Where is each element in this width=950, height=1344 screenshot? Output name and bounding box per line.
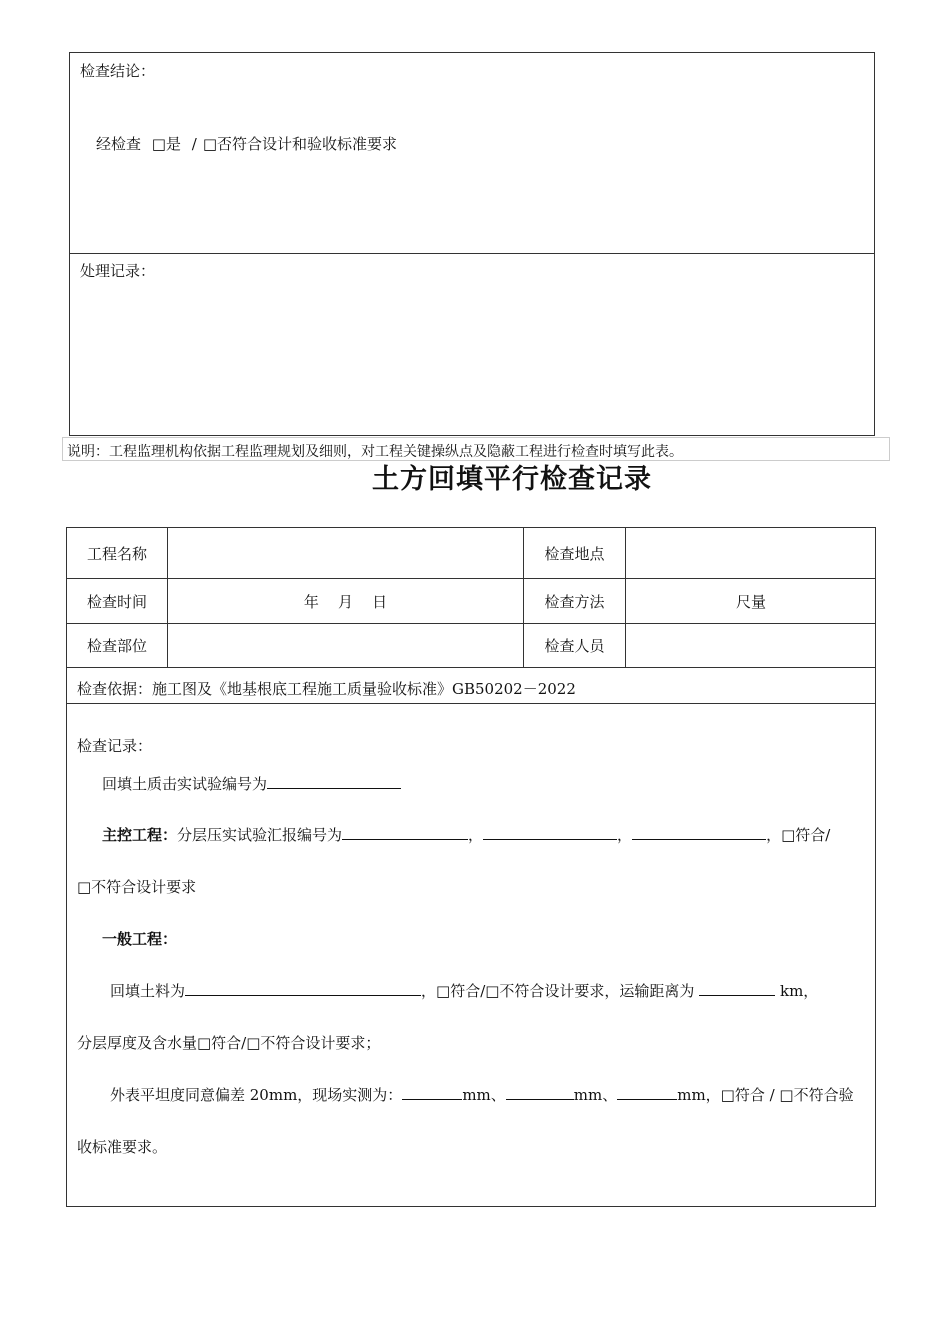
handling-record-label: 处理记录：	[80, 262, 156, 280]
inspection-basis: 检查依据：施工图及《地基根底工程施工质量验收标准》GB50202－2022	[77, 680, 576, 698]
comma: ，	[468, 826, 484, 844]
form-title: 土方回填平行检查记录	[372, 464, 652, 495]
fill-material-checkboxes[interactable]: ，□符合/□不符合设计要求，运输距离为	[421, 982, 695, 1000]
main-control-line	[102, 824, 830, 845]
yes-checkbox[interactable]: □是	[151, 135, 181, 153]
main-control-nonconform-checkbox[interactable]: □不符合设计要求	[77, 878, 197, 896]
method-value[interactable]: 尺量	[735, 592, 766, 611]
conclusion-statement	[96, 133, 397, 154]
mm-unit: mm、	[462, 1086, 506, 1104]
inspection-form-table	[66, 527, 876, 1207]
measure-input-3[interactable]	[617, 1085, 677, 1100]
soil-test-input[interactable]	[267, 774, 401, 789]
layer-thickness-checkboxes[interactable]: 分层厚度及含水量□符合/□不符合设计要求；	[77, 1034, 381, 1052]
footnote-text: 说明：工程监理机构依据工程监理规划及细则，对工程关键操纵点及隐蔽工程进行检查时填写此表。	[67, 444, 683, 460]
part-label: 检查部位	[86, 637, 147, 655]
project-name-label: 工程名称	[86, 544, 147, 563]
soil-test-text: 回填土质击实试验编号为	[102, 775, 268, 793]
general-heading: 一般工程：	[102, 930, 178, 948]
soil-test-line	[102, 773, 401, 794]
section-divider	[70, 253, 874, 254]
flatness-checkboxes[interactable]: mm，□符合 / □不符合验	[677, 1086, 854, 1104]
report-no-input-1[interactable]	[342, 825, 468, 840]
fill-material-text: 回填土料为	[110, 982, 186, 1000]
conclusion-section	[69, 52, 875, 436]
report-no-input-2[interactable]	[483, 825, 617, 840]
main-control-heading: 主控工程：	[102, 826, 178, 844]
main-control-text: 分层压实试验汇报编号为	[177, 826, 343, 844]
inspector-label: 检查人员	[544, 637, 605, 655]
location-field[interactable]	[626, 528, 876, 578]
time-field[interactable]: 年 月 日	[303, 592, 388, 611]
row-line	[67, 703, 875, 704]
measure-input-1[interactable]	[402, 1085, 462, 1100]
location-label: 检查地点	[544, 544, 605, 563]
acceptance-text: 收标准要求。	[77, 1138, 168, 1156]
flatness-text: 外表平坦度同意偏差 20mm，现场实测为：	[110, 1086, 403, 1104]
project-name-field[interactable]	[168, 528, 523, 578]
comma: ，	[766, 826, 782, 844]
record-label: 检查记录：	[77, 737, 153, 755]
comma: ，	[617, 826, 633, 844]
slash-separator: /	[191, 135, 197, 153]
inspector-field[interactable]	[626, 624, 876, 667]
mm-unit: mm、	[573, 1086, 618, 1104]
statement-prefix: 经检查	[96, 135, 142, 153]
part-field[interactable]	[168, 624, 523, 667]
distance-input[interactable]	[699, 981, 775, 996]
main-control-conform-checkbox[interactable]: □符合/	[781, 826, 831, 844]
measure-input-2[interactable]	[506, 1085, 574, 1100]
time-label: 检查时间	[86, 592, 147, 611]
flatness-line	[110, 1084, 854, 1105]
row-line	[67, 667, 875, 668]
fill-material-input[interactable]	[185, 981, 421, 996]
report-no-input-3[interactable]	[632, 825, 766, 840]
conclusion-label: 检查结论：	[80, 62, 156, 80]
km-unit: km，	[779, 982, 819, 1000]
no-checkbox[interactable]: □否符合设计和验收标准要求	[202, 135, 398, 153]
method-label: 检查方法	[544, 592, 605, 611]
fill-material-line	[110, 980, 818, 1001]
